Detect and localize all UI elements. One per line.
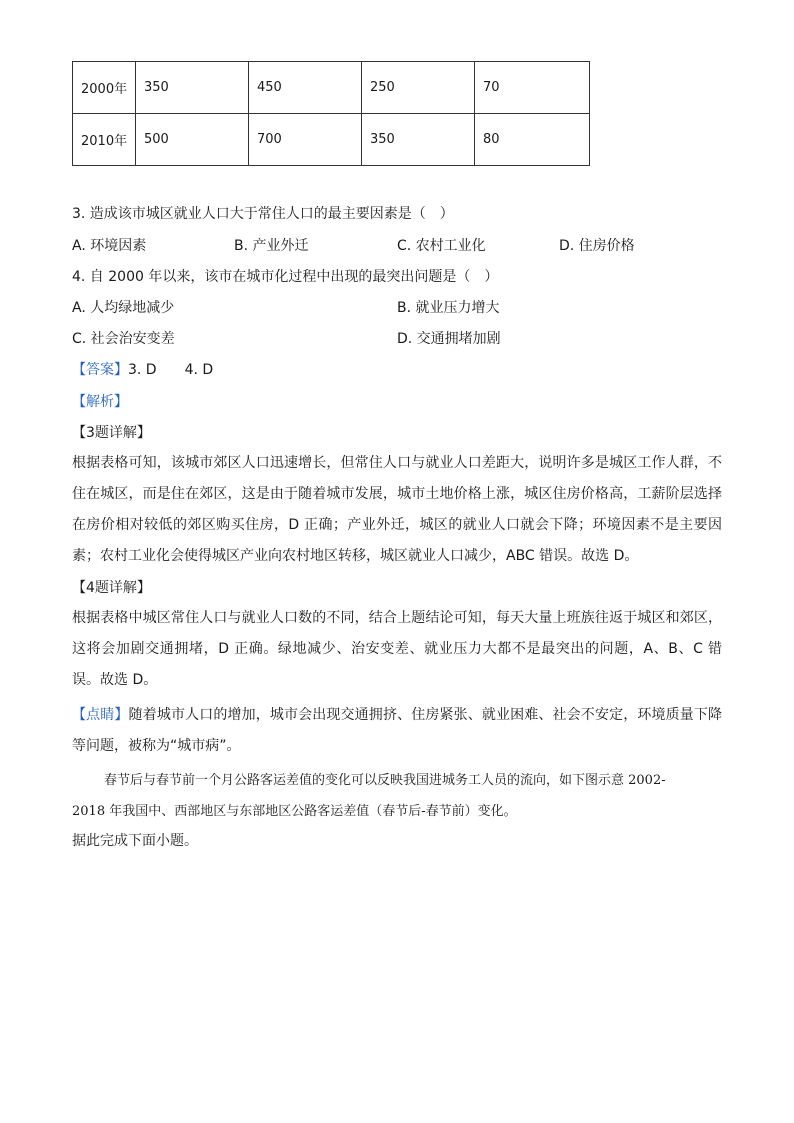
detail-3-label: 【3题详解】 <box>72 425 151 441</box>
table-cell: 450 <box>249 62 362 114</box>
table-cell: 500 <box>136 114 249 166</box>
table-cell: 350 <box>136 62 249 114</box>
table-cell-year: 2000年 <box>73 62 136 114</box>
detail-3-text: 根据表格可知，该城市郊区人口迅速增长，但常住人口与就业人口差距大，说明许多是城区工作人群，不住在城区，而是住在郊区，这是由于随着城市发展，城市土地价格上涨，城区住房价格高，工薪阶层选择在房价相对较低的郊区购买住房，D 正确；产业外迁，城区的就业人口就会下降；环境因素不是主要因素；农村工业化会使得城区产业向农村地区转移，城区就业人口减少，ABC 错误。故选 D。 <box>72 455 722 564</box>
table-cell: 250 <box>362 62 475 114</box>
q4-option-c: C. 社会治安变差 <box>72 331 175 347</box>
tip-paragraph <box>72 700 722 762</box>
question-4-stem: 4. 自 2000 年以来，该市在城市化过程中出现的最突出问题是（ ） <box>72 269 499 285</box>
detail-4-label: 【4题详解】 <box>72 580 151 596</box>
population-table <box>72 61 590 166</box>
q3-option-b: B. 产业外迁 <box>234 238 309 254</box>
detail-4-text: 根据表格中城区常住人口与就业人口数的不同，结合上题结论可知，每天大量上班族往返于城区和郊区，这将会加剧交通拥堵，D 正确。绿地减少、治安变差、就业压力大都不是最突出的问题，A、B、C 错误。故选 D。 <box>72 610 722 688</box>
table-cell: 70 <box>475 62 590 114</box>
answer-line <box>72 360 213 380</box>
table-cell: 80 <box>475 114 590 166</box>
table-row <box>73 114 590 166</box>
answer-text: 3. D 4. D <box>128 362 214 378</box>
q3-option-a: A. 环境因素 <box>72 238 147 254</box>
intro-line-2: 2018 年我国中、西部地区与东部地区公路客运差值（春节后-春节前）变化。 <box>72 804 517 819</box>
table-cell-year: 2010年 <box>73 114 136 166</box>
answer-label: 【答案】 <box>72 362 128 378</box>
q3-option-c: C. 农村工业化 <box>397 238 486 254</box>
analysis-label-text: 【解析】 <box>72 394 128 410</box>
intro-line-1: 春节后与春节前一个月公路客运差值的变化可以反映我国进城务工人员的流向，如下图示意 2002- <box>104 773 666 788</box>
q4-option-a: A. 人均绿地减少 <box>72 300 175 316</box>
tip-text: 随着城市人口的增加，城市会出现交通拥挤、住房紧张、就业困难、社会不安定，环境质量下降等问题，被称为“城市病”。 <box>72 707 723 754</box>
q3-option-d: D. 住房价格 <box>559 238 635 254</box>
intro-line-3: 据此完成下面小题。 <box>72 833 198 849</box>
question-3-stem: 3. 造成该市城区就业人口大于常住人口的最主要因素是（ ） <box>72 206 454 222</box>
table-row <box>73 62 590 114</box>
q4-option-d: D. 交通拥堵加剧 <box>397 331 501 347</box>
table-cell: 700 <box>249 114 362 166</box>
q4-option-b: B. 就业压力增大 <box>397 300 500 316</box>
analysis-label <box>72 392 128 412</box>
table-cell: 350 <box>362 114 475 166</box>
tip-label: 【点睛】 <box>72 707 129 723</box>
